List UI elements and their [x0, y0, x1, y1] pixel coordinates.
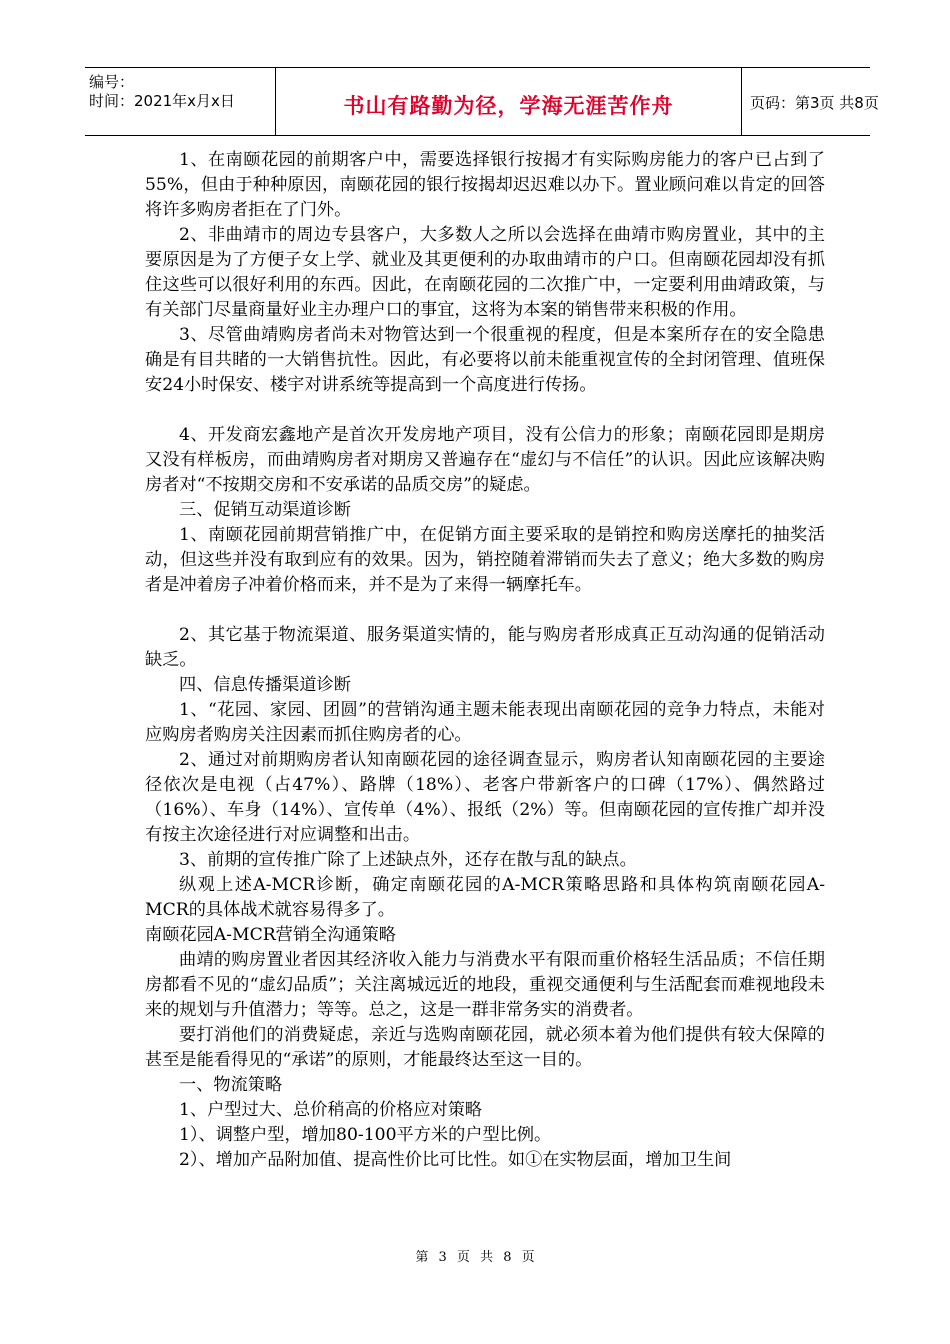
paragraph: 三、促销互动渠道诊断 — [179, 500, 351, 520]
paragraph: 3、尽管曲靖购房者尚未对物管达到一个很重视的程度，但是本案所存在的安全隐患确是有目共睹的一大销售抗性。因此，有必要将以前未能重视宣传的全封闭管理、值班保安24小时保安、楼宇对讲系统等提高到一个高度进行传扬。 — [145, 325, 825, 395]
paragraph: 2、其它基于物流渠道、服务渠道实情的，能与购房者形成真正互动沟通的促销活动缺乏。 — [145, 625, 825, 670]
paragraph: 4、开发商宏鑫地产是首次开发房地产项目，没有公信力的形象；南颐花园即是期房又没有样板房，而曲靖购房者对期房又普遍存在“虚幻与不信任”的认识。因此应该解决购房者对“不按期交房和不安承诺的品质交房”的疑虑。 — [145, 425, 825, 495]
paragraph: 2、非曲靖市的周边专县客户，大多数人之所以会选择在曲靖市购房置业，其中的主要原因是为了方便子女上学、就业及其更便利的办取曲靖市的户口。但南颐花园却没有抓住这些可以很好利用的东西。因此，在南颐花园的二次推广中，一定要利用曲靖政策，与有关部门尽量商量好业主办理户口的事宜，这将为本案的销售带来积极的作用。 — [145, 225, 825, 320]
page-header — [85, 67, 879, 136]
paragraph: 曲靖的购房置业者因其经济收入能力与消费水平有限而重价格轻生活品质；不信任期房都看不见的“虚幻品质”；关注离城远近的地段，重视交通便利与生活配套而难视地段未来的规划与升值潜力；等等。总之，这是一群非常务实的消费者。 — [145, 950, 825, 1020]
header-motto-cell — [275, 68, 742, 135]
paragraph: 1、南颐花园前期营销推广中，在促销方面主要采取的是销控和购房送摩托的抽奖活动，但这些并没有取到应有的效果。因为，销控随着滞销而失去了意义；绝大多数的购房者是冲着房子冲着价格而来，并不是为了来得一辆摩托车。 — [145, 525, 825, 595]
paragraph: 1、户型过大、总价稍高的价格应对策略 — [179, 1100, 483, 1120]
header-page-info: 页码：第3页 共8页 — [750, 94, 879, 112]
paragraph-spacer — [145, 398, 825, 423]
paragraph: 南颐花园A-MCR营销全沟通策略 — [145, 925, 396, 945]
paragraph: 3、前期的宣传推广除了上述缺点外，还存在散与乱的缺点。 — [179, 850, 637, 870]
document-number-label: 编号： — [89, 73, 135, 91]
document-body — [145, 148, 825, 1173]
paragraph: 四、信息传播渠道诊断 — [179, 675, 351, 695]
page-footer: 第 3 页 共 8 页 — [415, 1250, 535, 1265]
header-info-cell — [85, 68, 275, 135]
paragraph: 2、通过对前期购房者认知南颐花园的途径调查显示，购房者认知南颐花园的主要途径依次是电视（占47%）、路牌（18%）、老客户带新客户的口碑（17%）、偶然路过（16%）、车身（14%）、宣传单（4%）、报纸（2%）等。但南颐花园的宣传推广却并没有按主次途径进行对应调整和出击。 — [145, 750, 825, 845]
paragraph: 1、“花园、家园、团圆”的营销沟通主题未能表现出南颐花园的竞争力特点，未能对应购房者购房关注因素而抓住购房者的心。 — [145, 700, 825, 745]
paragraph: 一、物流策略 — [179, 1075, 283, 1095]
document-date-label: 时间：2021年x月x日 — [89, 92, 235, 110]
paragraph: 1）、调整户型，增加80-100平方米的户型比例。 — [179, 1125, 552, 1145]
paragraph: 要打消他们的消费疑虑，亲近与选购南颐花园，就必须本着为他们提供有较大保障的甚至是能看得见的“承诺”的原则，才能最终达至这一目的。 — [145, 1025, 825, 1070]
paragraph: 2）、增加产品附加值、提高性价比可比性。如①在实物层面，增加卫生间 — [179, 1150, 732, 1170]
paragraph: 1、在南颐花园的前期客户中，需要选择银行按揭才有实际购房能力的客户已占到了55%，但由于种种原因，南颐花园的银行按揭却迟迟难以办下。置业顾问难以肯定的回答将许多购房者拒在了门外。 — [145, 150, 825, 220]
header-page-cell — [740, 68, 879, 135]
paragraph: 纵观上述A-MCR诊断，确定南颐花园的A-MCR策略思路和具体构筑南颐花园A-MCR的具体战术就容易得多了。 — [145, 875, 825, 920]
header-motto: 书山有路勤为径，学海无涯苦作舟 — [343, 94, 674, 118]
paragraph-spacer — [145, 598, 825, 623]
